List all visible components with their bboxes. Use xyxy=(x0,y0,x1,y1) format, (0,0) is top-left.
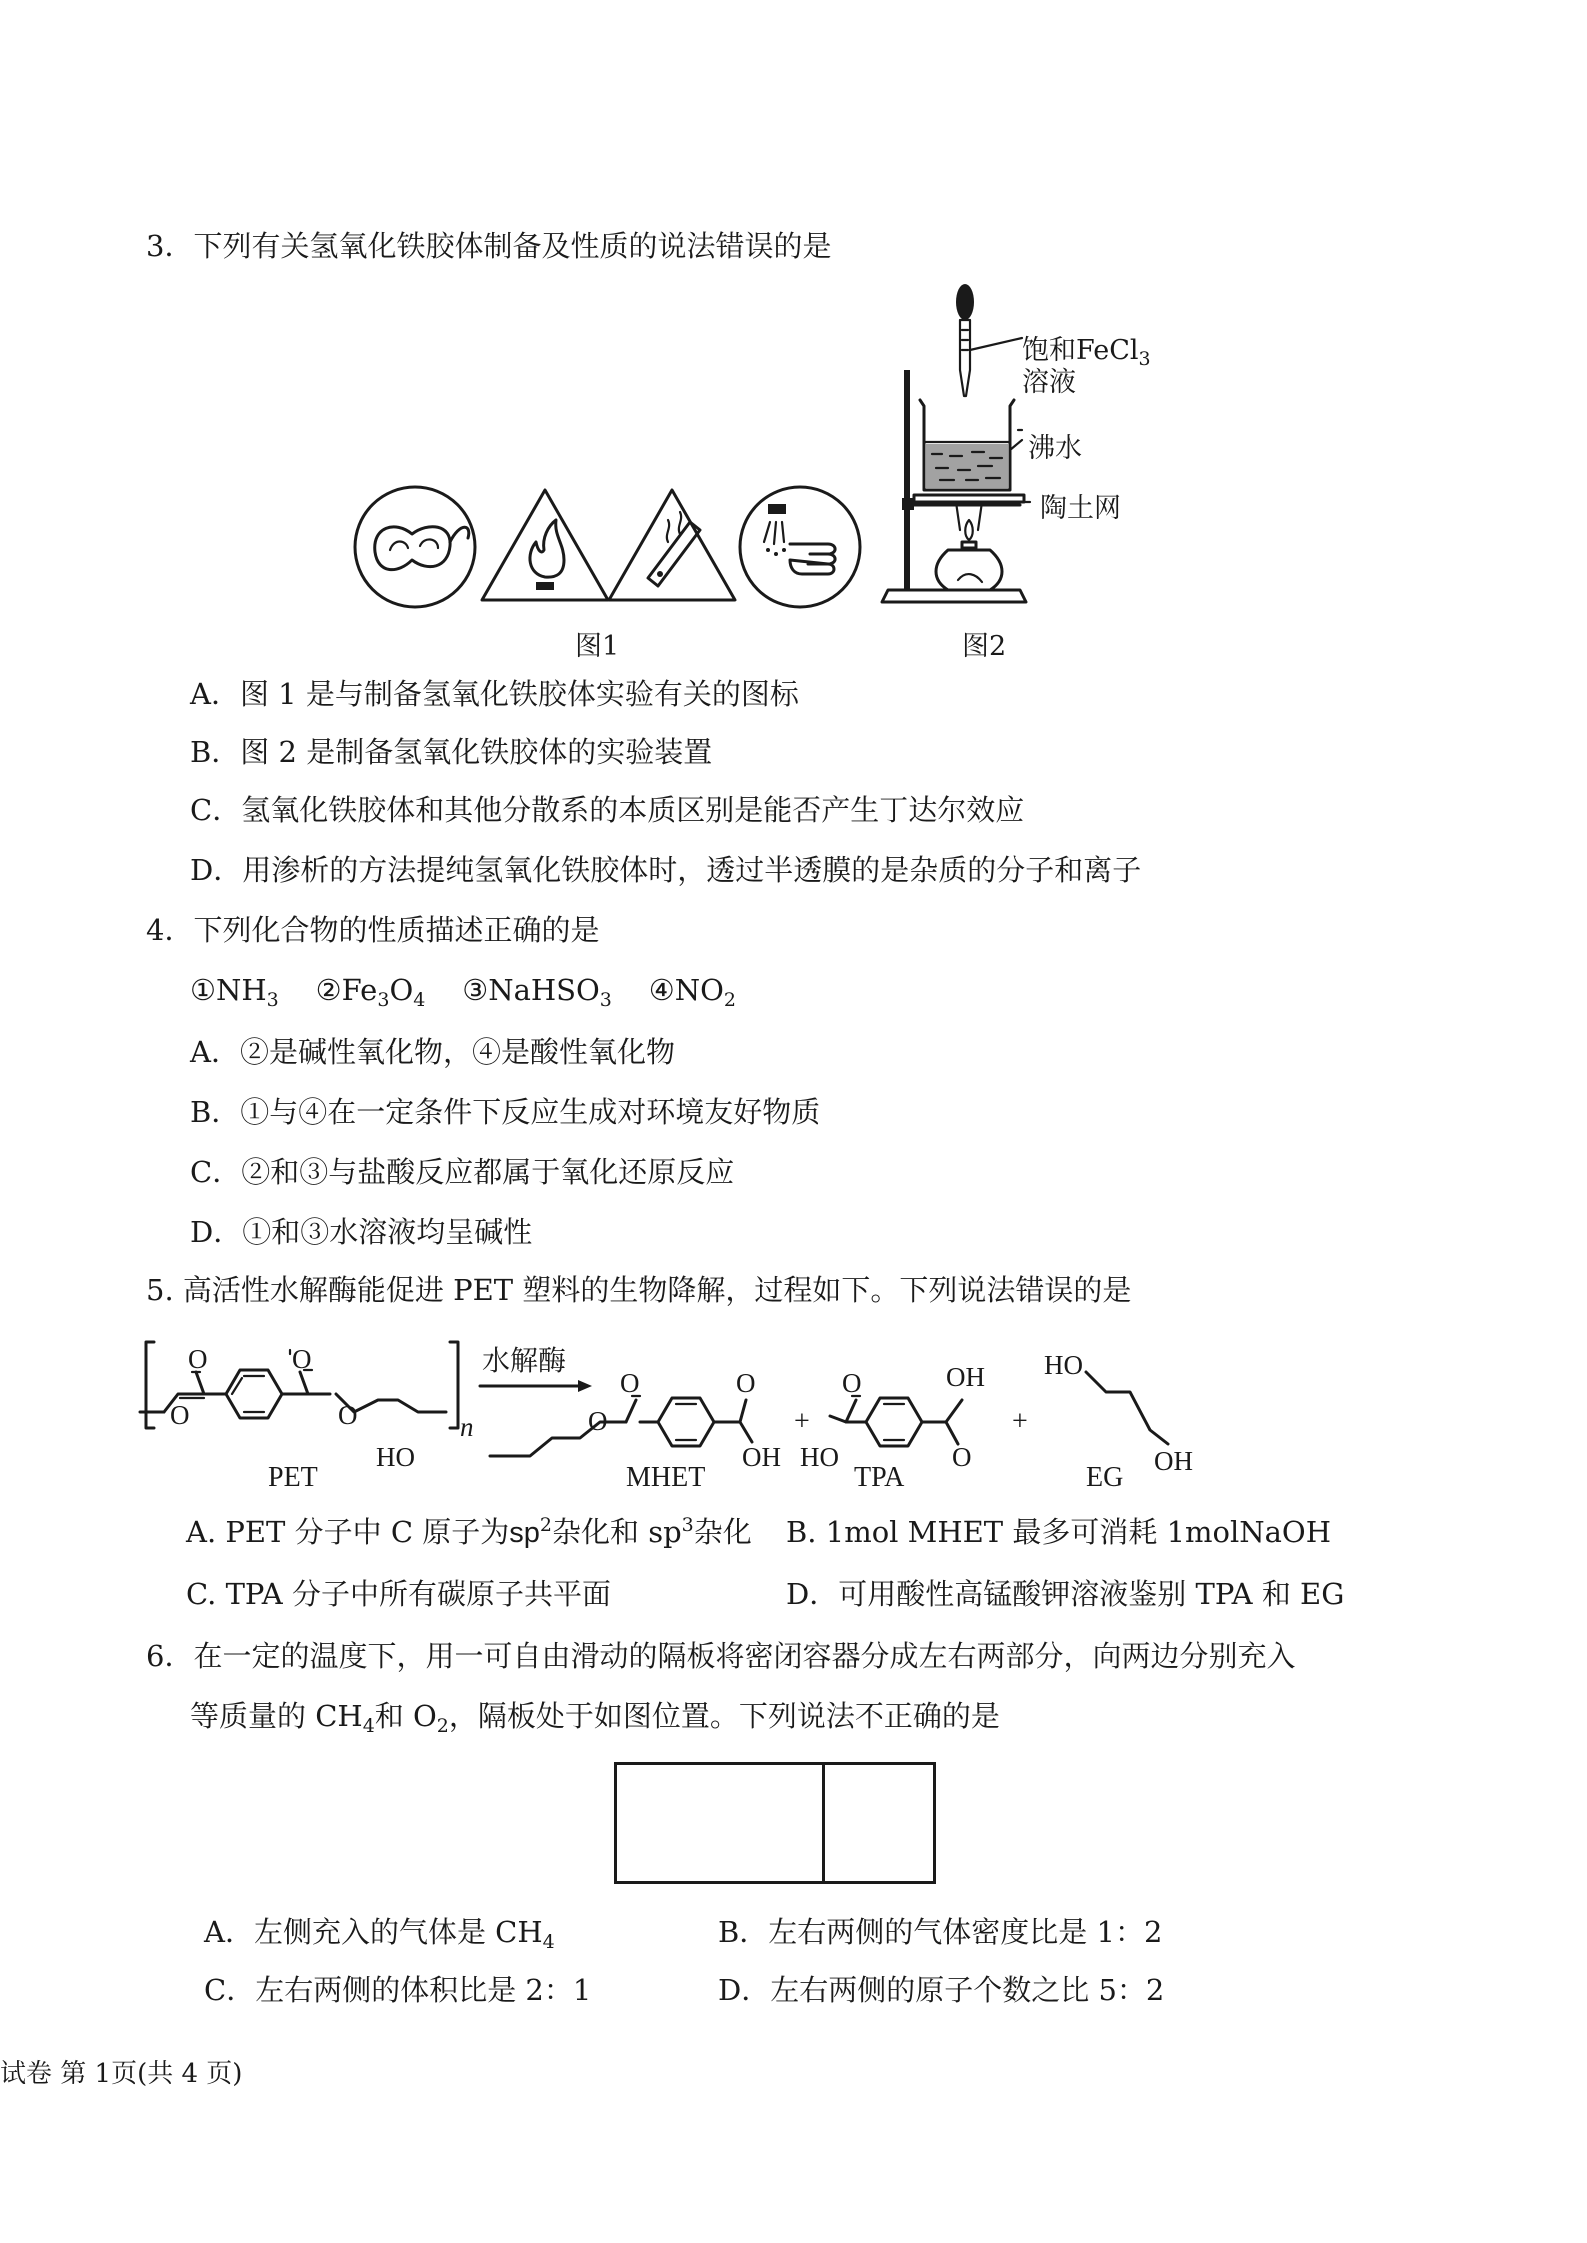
q5-option-a[interactable]: A. PET 分子中 C 原子为$sp^2$杂化和 $sp^3$杂化 xyxy=(186,1514,752,1549)
sealed-container xyxy=(614,1762,936,1884)
q3-stem: 3．下列有关氢氧化铁胶体制备及性质的说法错误的是 xyxy=(146,229,832,263)
mhet-structure xyxy=(490,1396,752,1456)
q4-option-d[interactable]: D．①和③水溶液均呈碱性 xyxy=(190,1215,533,1249)
pet-o-3: O xyxy=(292,1344,312,1374)
mhet-o-2: O xyxy=(736,1368,756,1398)
q4-option-a[interactable]: A．②是碱性氧化物，④是酸性氧化物 xyxy=(190,1035,675,1069)
eg-oh: OH xyxy=(1154,1446,1193,1476)
compound-4: $④NO_2$ xyxy=(648,973,737,1011)
alcohol-lamp-icon xyxy=(936,502,1002,590)
figure-2-caption: 图2 xyxy=(962,631,1007,662)
q6-option-d[interactable]: D．左右两侧的原子个数之比 5：2 xyxy=(718,1973,1165,2007)
fig2-label-boiling-water: 沸水 xyxy=(1028,433,1082,464)
q6-option-a[interactable]: A．左侧充入的气体是 $CH_4$ xyxy=(204,1915,555,1953)
q3-option-b[interactable]: B．图 2 是制备氢氧化铁胶体的实验装置 xyxy=(190,735,713,769)
q6-stem-line1: 6．在一定的温度下，用一可自由滑动的隔板将密闭容器分成左右两部分，向两边分别充入 xyxy=(146,1639,1296,1673)
q5-stem: 5. 高活性水解酶能促进 PET 塑料的生物降解，过程如下。下列说法错误的是 xyxy=(146,1273,1132,1307)
q5-option-b[interactable]: B. 1mol MHET 最多可消耗 1molNaOH xyxy=(786,1515,1331,1549)
figure-1-pictograms xyxy=(350,482,870,632)
q5-option-d[interactable]: D．可用酸性高锰酸钾溶液鉴别 TPA 和 EG xyxy=(786,1577,1345,1611)
sliding-partition xyxy=(822,1765,825,1881)
fig2-label-reagent-line2: 溶液 xyxy=(1022,367,1076,398)
eg-name: EG xyxy=(1086,1462,1124,1493)
wash-hands-icon xyxy=(740,487,860,607)
mhet-name: MHET xyxy=(626,1462,706,1493)
hot-object-warning-icon xyxy=(609,490,735,600)
q4-option-c[interactable]: C．②和③与盐酸反应都属于氧化还原反应 xyxy=(190,1155,735,1189)
pet-o-4: O xyxy=(338,1400,358,1430)
plus-1: + xyxy=(794,1406,810,1437)
figure-1-caption: 图1 xyxy=(575,631,620,662)
mhet-ho: HO xyxy=(376,1442,415,1472)
q6-stem-line2: 等质量的 $CH_4$和 $O_2$，隔板处于如图位置。下列说法不正确的是 xyxy=(190,1699,1000,1737)
fig2-label-reagent: 饱和FeCl$_3$ xyxy=(1022,335,1151,370)
tpa-structure xyxy=(830,1396,962,1446)
eg-ho: HO xyxy=(1044,1350,1083,1380)
q3-option-a[interactable]: A．图 1 是与制备氢氧化铁胶体实验有关的图标 xyxy=(190,677,799,711)
tpa-ho: HO xyxy=(800,1442,839,1472)
pet-n: n xyxy=(460,1412,474,1442)
beaker-icon xyxy=(920,400,1014,490)
compound-1: $①NH_3$ xyxy=(190,973,279,1011)
compound-3: ③NaHSO$_3$ xyxy=(462,973,612,1011)
plus-2: + xyxy=(1012,1406,1028,1437)
tpa-o-2: O xyxy=(952,1442,972,1472)
pet-hydrolysis-scheme xyxy=(140,1326,1360,1516)
q3-option-d[interactable]: D．用渗析的方法提纯氢氧化铁胶体时，透过半透膜的是杂质的分子和离子 xyxy=(190,853,1142,887)
mhet-oh: OH xyxy=(742,1442,781,1472)
q4-stem: 4．下列化合物的性质描述正确的是 xyxy=(146,913,600,947)
q4-option-b[interactable]: B．①与④在一定条件下反应生成对环境友好物质 xyxy=(190,1095,821,1129)
tpa-o-1: O xyxy=(842,1368,862,1398)
q6-option-c[interactable]: C．左右两侧的体积比是 2：1 xyxy=(204,1973,592,2007)
q3-option-c[interactable]: C．氢氧化铁胶体和其他分散系的本质区别是能否产生丁达尔效应 xyxy=(190,793,1025,827)
compound-2: $②Fe_3O_4$ xyxy=(315,973,426,1011)
arrow-label: 水解酶 xyxy=(482,1346,567,1377)
q5-option-c[interactable]: C. TPA 分子中所有碳原子共平面 xyxy=(186,1577,611,1611)
pet-o-2: O xyxy=(188,1344,208,1374)
eg-structure xyxy=(1086,1372,1168,1444)
pet-name: PET xyxy=(268,1462,318,1493)
goggles-icon xyxy=(355,487,475,607)
fig2-label-gauze: 陶土网 xyxy=(1040,493,1121,524)
page-footer: 试卷 第 1页(共 4 页) xyxy=(0,2059,243,2089)
tpa-name: TPA xyxy=(854,1462,905,1493)
heating-warning-icon xyxy=(482,490,608,600)
pet-o-1: O xyxy=(170,1400,190,1430)
mhet-o-1: O xyxy=(620,1368,640,1398)
tpa-oh: OH xyxy=(946,1362,985,1392)
q6-option-b[interactable]: B．左右两侧的气体密度比是 1：2 xyxy=(718,1915,1163,1949)
q4-compound-list xyxy=(190,972,737,1011)
mhet-o-ester: O xyxy=(588,1406,608,1436)
ceramic-gauze xyxy=(914,495,1024,502)
dropper-icon xyxy=(956,284,974,396)
